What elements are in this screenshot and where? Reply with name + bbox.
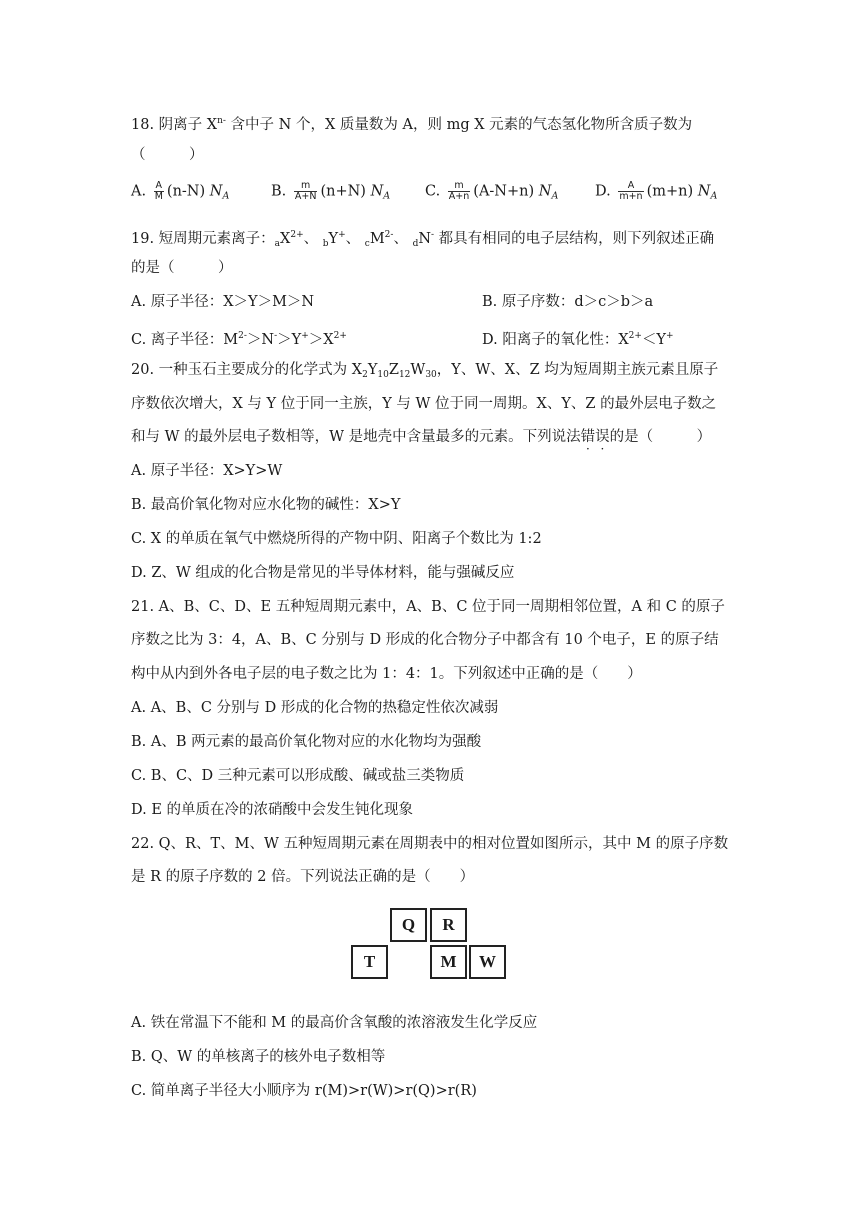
q19-stem-line2: 的是（ ） [131, 260, 233, 276]
q22-option-a: A. 铁在常温下不能和 M 的最高价含氧酸的浓溶液发生化学反应 [131, 1015, 538, 1031]
q18-option-d: D. $\frac{A}{m+n}$ (m+n) $N_A$ [595, 180, 718, 202]
q18-option-b: B. $\frac{m}{A+N}$ (n+N) $N_A$ [271, 180, 391, 202]
q18-stem-line2: （ ） [131, 147, 204, 163]
q21-stem-line3: 构中从内到外各电子层的电子数之比为 1：4：1。下列叙述中正确的是（ ） [131, 666, 642, 682]
q21-option-a: A. A、B、C 分别与 D 形成的化合物的热稳定性依次减弱 [131, 700, 499, 716]
q20-stem-line3: 和与 W 的最外层电子数相等，W 是地壳中含量最多的元素。下列说法错误的是（ ） [131, 429, 712, 445]
q21-option-c: C. B、C、D 三种元素可以形成酸、碱或盐三类物质 [131, 768, 465, 784]
q19-option-b: B. 原子序数：d＞c＞b＞a [482, 294, 654, 310]
q22-stem-line1: 22. Q、R、T、M、W 五种短周期元素在周期表中的相对位置如图所示，其中 M 的原子序数 [131, 836, 729, 852]
fraction: $\frac{m}{A+N}$ [294, 180, 317, 202]
fraction: $\frac{A}{m+n}$ [619, 180, 643, 202]
cell-w: W [469, 945, 506, 979]
q21-option-b: B. A、B 两元素的最高价氧化物对应的水化物均为强酸 [131, 734, 482, 750]
q22-option-b: B. Q、W 的单核离子的核外电子数相等 [131, 1049, 386, 1065]
q20-stem-line2: 序数依次增大，X 与 Y 位于同一主族，Y 与 W 位于同一周期。X、Y、Z 的最外层电子数之 [131, 396, 717, 412]
emphasis-mark: 错 [580, 429, 596, 445]
q20-option-b: B. 最高价氧化物对应水化物的碱性：X>Y [131, 497, 401, 513]
q22-option-c: C. 简单离子半径大小顺序为 r(M)>r(W)>r(Q)>r(R) [131, 1083, 477, 1099]
fraction: $\frac{m}{A+n}$ [448, 180, 470, 202]
cell-r: R [430, 908, 467, 942]
cell-q: Q [390, 908, 427, 942]
q20-option-a: A. 原子半径：X>Y>W [131, 463, 283, 479]
fraction: $\frac{A}{M}$ [154, 180, 163, 202]
q20-option-c: C. X 的单质在氧气中燃烧所得的产物中阴、阳离子个数比为 1:2 [131, 531, 542, 547]
q20-option-d: D. Z、W 组成的化合物是常见的半导体材料，能与强碱反应 [131, 565, 515, 581]
q21-option-d: D. E 的单质在冷的浓硝酸中会发生钝化现象 [131, 802, 414, 818]
q19-stem-line1: 19. 短周期元素离子：$_aX^{2+}$、 $_b$Y+、 $_cM^{2-}$、 $_d$N- 都具有相同的电子层结构，则下列叙述正确 [131, 230, 715, 249]
cell-t: T [351, 945, 388, 979]
q21-stem-line1: 21. A、B、C、D、E 五种短周期元素中，A、B、C 位于同一周期相邻位置，A 和 C 的原子 [131, 599, 725, 615]
q18-option-a: A. $\frac{A}{M}$ (n-N) $N_A$ [131, 180, 230, 202]
cell-m: M [430, 945, 467, 979]
q18-option-c: C. $\frac{m}{A+n}$ (A-N+n) $N_A$ [425, 180, 559, 202]
q22-stem-line2: 是 R 的原子序数的 2 倍。下列说法正确的是（ ） [131, 869, 475, 885]
emphasis-mark: 误 [595, 429, 610, 445]
q19-option-d: D. 阳离子的氧化性：$X^{2+}<Y^+$ [482, 331, 674, 348]
q19-option-c: C. 离子半径：$M^{2-}>N^->Y^+>X^{2+}$ [131, 331, 347, 348]
q18-stem-line1: 18. 阴离子 $X^{n-}$ 含中子 N 个，X 质量数为 A，则 mg X 元素的气态氢化物所含质子数为 [131, 116, 693, 133]
q19-option-a: A. 原子半径：X＞Y＞M＞N [131, 294, 315, 310]
q21-stem-line2: 序数之比为 3：4，A、B、C 分别与 D 形成的化合物分子中都含有 10 个电子，E 的原子结 [131, 632, 719, 648]
q20-stem-line1: 20. 一种玉石主要成分的化学式为 $X_2Y_{10}Z_{12}W_{30}$，Y、W、X、Z 均为短周期主族元素且原子 [131, 362, 719, 380]
